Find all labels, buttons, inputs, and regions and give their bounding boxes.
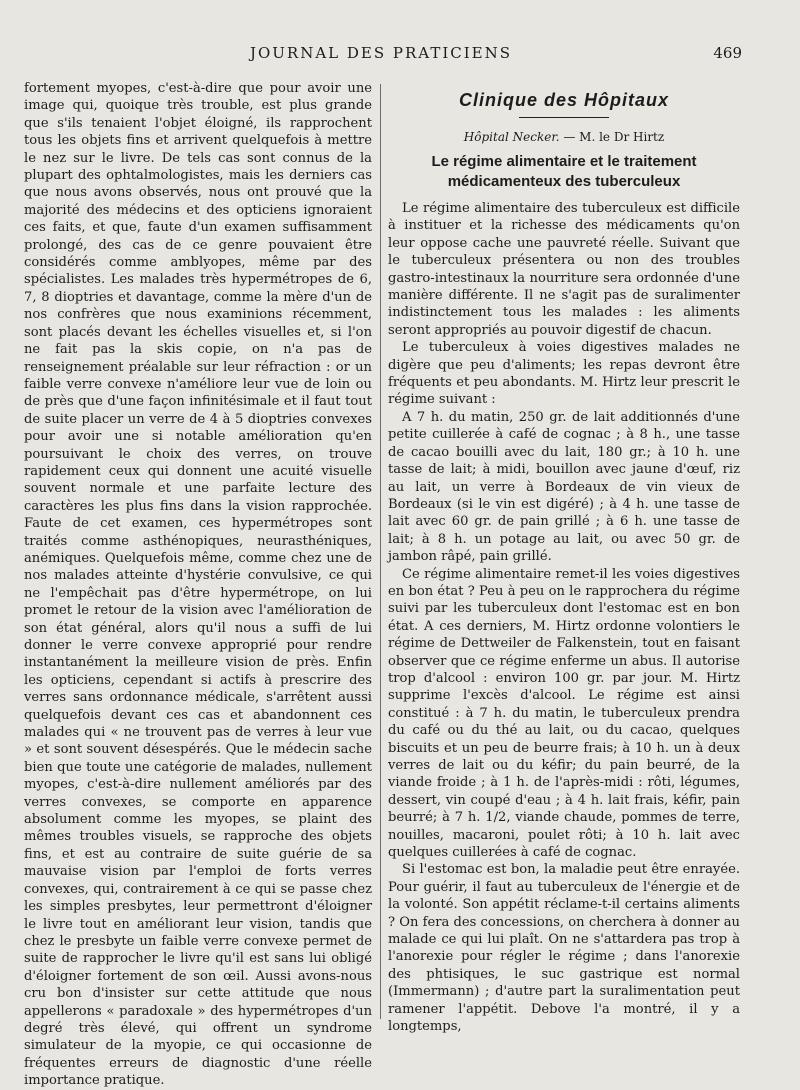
right-paragraph-3: A 7 h. du matin, 250 gr. de lait additionnés d'une petite cuillerée à café de cognac ; à 8 h., une tasse de cacao bouilli avec du lait, 180 gr.; à 10 h. une tasse de lait; à midi, bouillon avec jaune d'œuf, riz au lait, un verre à Bordeaux de vin vieux de Bordeaux (si le vin est digéré) ; à 4 h. une tasse de lait avec 60 gr. de pain grillé ; à 6 h. une tasse de lait; à 8 h. un potage au lait, ou avec 50 gr. de jambon râpé, pain grillé. [388, 409, 740, 565]
heading-rule [519, 117, 609, 118]
byline-author: — M. le Dr Hirtz [559, 130, 665, 144]
section-heading: Clinique des Hôpitaux [458, 90, 670, 110]
journal-title: JOURNAL DES PRATICIENS [249, 44, 513, 62]
right-paragraph-5: Si l'estomac est bon, la maladie peut être enrayée. Pour guérir, il faut au tuberculeux de l'énergie et de la volonté. Son appétit réclame-t-il certains aliments ? On fera des concessions, on cherchera à donner au malade ce qui lui plaît. On ne s'attardera pas trop à l'anorexie pour régler le régime ; dans l'anorexie des phtisiques, le suc gastrique est normal (Immermann) ; d'autre part la suralimentation peut ramener l'appétit. Debove l'a montré, il y a longtemps, [388, 862, 740, 1035]
article-title: Le régime alimentaire et le traitement médicamenteux des tuberculeux [431, 153, 697, 190]
byline-hospital: Hôpital Necker. [463, 130, 560, 144]
column-divider [380, 84, 381, 1019]
page-header [20, 38, 742, 68]
right-paragraph-2: Le tuberculeux à voies digestives malades ne digère que peu d'aliments; les repas devront être fréquents et peu abondants. M. Hirtz leur prescrit le régime suivant : [388, 340, 740, 408]
right-paragraph-4: Ce régime alimentaire remet-il les voies digestives en bon état ? Peu à peu on le rapprochera du régime suivi par les tuberculeux dont l'estomac est en bon état. A ces derniers, M. Hirtz ordonne volontiers le régime de Dettweiler de Falkenstein, tout en faisant observer que ce régime enferme un abus. Il autorise trop d'alcool : environ 100 gr. par jour. M. Hirtz supprime l'excès d'alcool. Le régime est ainsi constitué : à 7 h. du matin, le tuberculeux prendra du café ou du thé au lait, ou du cacao, quelques biscuits et un peu de beurre frais; à 10 h. un à deux verres de lait ou du kéfir; du pain beurré, de la viande froide ; à 1 h. de l'après-midi : rôti, légumes, dessert, vin coupé d'eau ; à 4 h. lait frais, kéfir, pain beurré; à 7 h. 1/2, viande chaude, pommes de terre, nouilles, macaroni, poulet rôti; à 10 h. lait avec quelques cuillerées à café de cognac. [388, 566, 740, 861]
right-paragraph-1: Le régime alimentaire des tuberculeux est difficile à instituer et la richesse des médicaments qu'on leur oppose cache une pauvreté réelle. Suivant que le tuberculeux présentera ou non des troubles gastro-intestinaux la nourriture sera ordonnée d'une manière différente. Il ne s'agit pas de suralimenter indistinctement tous les malades : les aliments seront appropriés au pouvoir digestif de chacun. [388, 201, 740, 338]
right-column [388, 80, 740, 1035]
left-paragraph-1: fortement myopes, c'est-à-dire que pour avoir une image qui, quoique très trouble, est plus grande que s'ils tenaient l'objet éloigné, ils rapprochent tous les objets fins et arrivent quelquefois à mettre le nez sur le livre. De tels cas sont connus de la plupart des ophtalmologistes, mais les derniers cas que nous avons observés, nous ont prouvé que la majorité des médecins et des opticiens ignoraient ces faits, et que, faute d'un examen suffisamment prolongé, des cas de ce genre pouvaient être considérés comme amblyopes, même par des spécialistes. Les malades très hypermétropes de 6, 7, 8 dioptries et davantage, comme la mère d'un de nos confrères que nous examinions récemment, sont placés devant les échelles visuelles et, si l'on ne fait pas la skis copie, on n'a pas de renseignement préalable sur leur réfraction : or un faible verre convexe n'améliore leur vue de loin ou de près que d'une façon infinitésimale et il faut tout de suite placer un verre de 4 à 5 dioptries convexes pour avoir une si notable amélioration qu'en poursuivant le choix des verres, on trouve rapidement ceux qui donnent une acuité visuelle souvent normale et une parfaite lecture des caractères les plus fins dans la vision rapprochée. Faute de cet examen, ces hypermétropes sont traités comme asthénopiques, neurasthéniques, anémiques. Quelquefois même, comme chez une de nos malades atteinte d'hystérie convulsive, ce qui ne l'empêchait pas d'être hypermétrope, on lui promet le retour de la vision avec l'amélioration de son état général, alors qu'il nous a suffi de lui donner le verre convexe approprié pour rendre instantanément la meilleure vision de près. Enfin les opticiens, cependant si actifs à prescrire des verres sans ordonnance médicale, s'arrêtent aussi quelquefois devant ces cas et abandonnent ces malades qui « ne trouvent pas de verres à leur vue » et sont souvent désespérés. Que le médecin sache bien que toute une catégorie de malades, nullement myopes, c'est-à-dire nullement améliorés par des verres convexes, se comporte en apparence absolument comme les myopes, se plaint des mêmes troubles visuels, se rapproche des objets fins, et est au contraire de suite guérie de sa mauvaise vision par l'emploi de forts verres convexes, qui, contrairement à ce qui se passe chez les simples presbytes, leur permettront d'éloigner le livre tout en améliorant leur vision, tandis que chez le presbyte un faible verre convexe permet de suite de rapprocher le livre qu'il est sans lui obligé d'éloigner fortement de son œil. Aussi avons-nous cru bon d'insister sur cette attitude que nous appellerons « paradoxale » des hypermétropes d'un degré très élevé, qui offrent un syndrome simulateur de la myopie, ce qui occasionne de fréquentes erreurs de diagnostic d'une réelle importance pratique. [24, 81, 372, 1089]
byline [388, 130, 740, 144]
left-column [24, 80, 372, 1089]
page-number: 469 [713, 44, 742, 62]
